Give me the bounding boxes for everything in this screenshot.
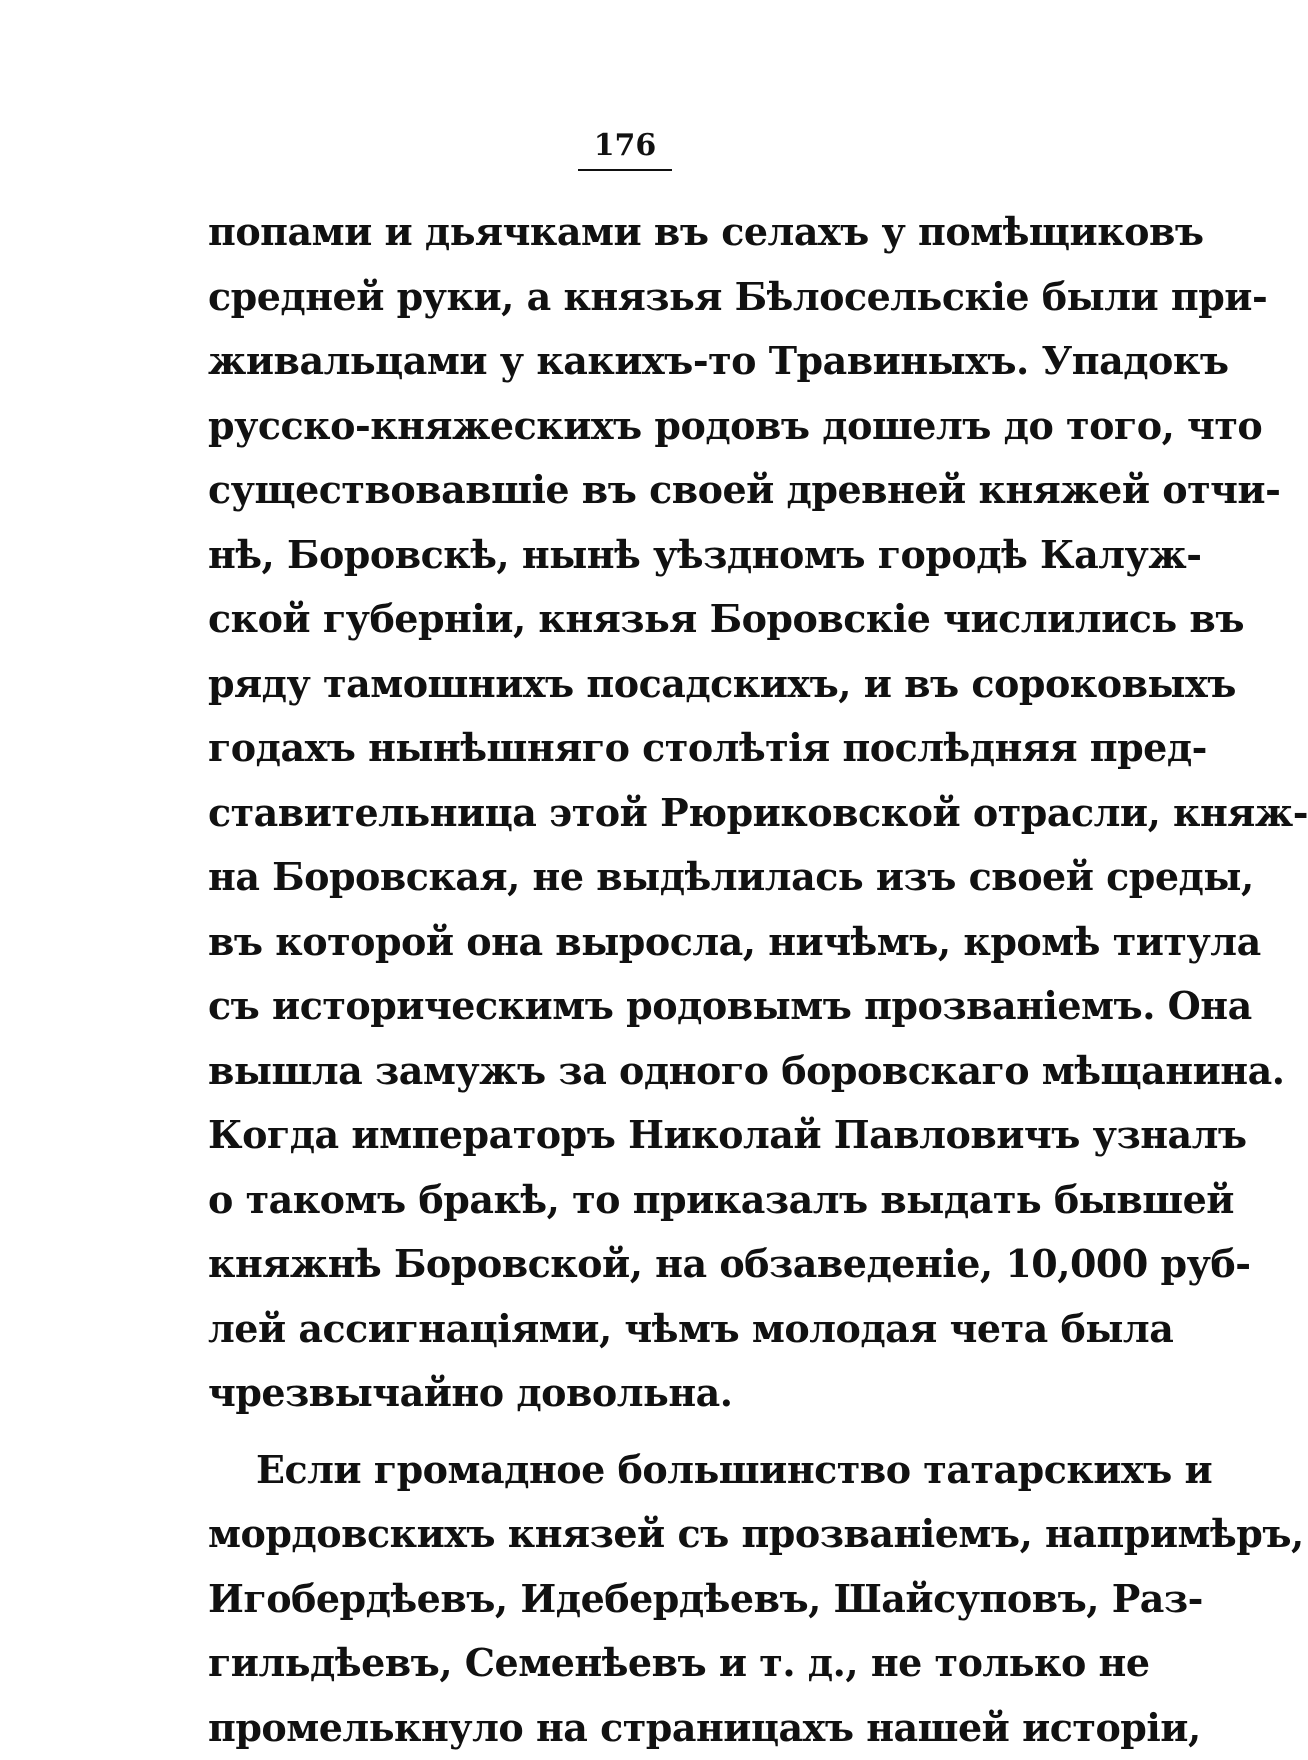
body-text xyxy=(208,200,1040,1760)
text-line: гильдѣевъ, Семенѣевъ и т. д., не только не xyxy=(208,1631,1040,1696)
text-line: ставительница этой Рюриковской отрасли, княж- xyxy=(208,781,1040,846)
paragraph-gap xyxy=(208,1426,1040,1438)
text-line: средней руки, а князья Бѣлосельскіе были при- xyxy=(208,265,1040,330)
text-line: въ которой она выросла, ничѣмъ, кромѣ титула xyxy=(208,910,1040,975)
text-line: княжнѣ Боровской, на обзаведеніе, 10,000 руб- xyxy=(208,1232,1040,1297)
text-line: годахъ нынѣшняго столѣтія послѣдняя пред- xyxy=(208,716,1040,781)
text-line: нѣ, Боровскѣ, нынѣ уѣздномъ городѣ Калуж- xyxy=(208,523,1040,588)
text-line: о такомъ бракѣ, то приказалъ выдать бывшей xyxy=(208,1168,1040,1233)
text-line: промелькнуло на страницахъ нашей исторіи, xyxy=(208,1696,1040,1760)
text-line: существовавшіе въ своей древней княжей отчи- xyxy=(208,458,1040,523)
text-line: Если громадное большинство татарскихъ и xyxy=(208,1438,1040,1503)
text-line: чрезвычайно довольна. xyxy=(208,1361,1040,1426)
text-line: лей ассигнаціями, чѣмъ молодая чета была xyxy=(208,1297,1040,1362)
text-line: русско-княжескихъ родовъ дошелъ до того, что xyxy=(208,394,1040,459)
text-line: мордовскихъ князей съ прозваніемъ, напримѣръ, xyxy=(208,1502,1040,1567)
text-line: Когда императоръ Николай Павловичъ узналъ xyxy=(208,1103,1040,1168)
page-number-rule xyxy=(578,169,672,171)
page-number: 176 xyxy=(578,128,672,164)
text-line: ской губерніи, князья Боровскіе числились въ xyxy=(208,587,1040,652)
text-line: съ историческимъ родовымъ прозваніемъ. Она xyxy=(208,974,1040,1039)
text-line: на Боровская, не выдѣлилась изъ своей среды, xyxy=(208,845,1040,910)
paragraph-2 xyxy=(208,1438,1040,1760)
text-line: живальцами у какихъ-то Травиныхъ. Упадокъ xyxy=(208,329,1040,394)
text-line: вышла замужъ за одного боровскаго мѣщанина. xyxy=(208,1039,1040,1104)
paragraph-1 xyxy=(208,200,1040,1426)
text-line: Игобердѣевъ, Идебердѣевъ, Шайсуповъ, Раз- xyxy=(208,1567,1040,1632)
text-line: ряду тамошнихъ посадскихъ, и въ сороковыхъ xyxy=(208,652,1040,717)
text-line: попами и дьячками въ селахъ у помѣщиковъ xyxy=(208,200,1040,265)
